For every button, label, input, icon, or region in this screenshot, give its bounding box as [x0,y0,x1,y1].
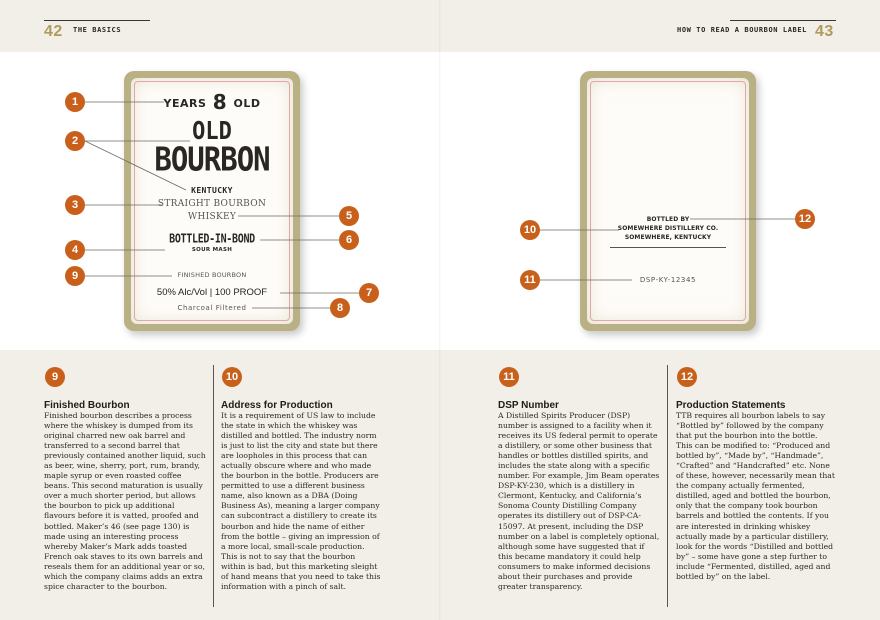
callout-6: 6 [339,230,359,250]
callout-9: 9 [65,266,85,286]
sour-mash-text: SOUR MASH [191,247,233,253]
section-badge-11: 11 [499,367,519,387]
page-gutter [439,0,441,620]
old-title: OLD [192,117,232,146]
section-body-production: TTB requires all bourbon labels to say “Bottled by” followed by the company that put the bourbon into the bottle. This can be modified to: “Produced and bottled by”, “Made by”, “Handmade”, “Crafted” and “Handcrafted” etc. None of these, however, necessarily mean that the company actually fermented, distilled, aged and bottled the bourbon, only that the company took bourbon barrels and bottled the contents. If you are interested in drinking whiskey actually made by a particular distillery, look for the words “Distilled and bottled by” – some have gone a step further to include “Fermented, distilled, aged and bottled by” on the label. [676,411,835,581]
back-label-paper [587,78,749,324]
column-divider-1 [213,365,214,607]
callout-1: 1 [65,92,85,112]
whiskey-text: WHISKEY [187,212,237,222]
section-body-dsp: A Distilled Spirits Producer (DSP) number is assigned to a facility when it receives its US federal permit to operate a distillery, or some other business that handles or bottles distilled spirits, and includes the state along with a specific number. For example, Jim Beam operates DSP-KY-230, which is a distillery in Clermont, Kentucky, and California’s Sonoma County Distilling Company operates its distillery out of DSP-CA-15097. At present, including the DSP number on a label is completely optional, although some have suggested that if this became mandatory it could help consumers to make informed decisions about their purchases and provide greater transparency. [498,411,660,591]
callout-5: 5 [339,206,359,226]
callout-8: 8 [330,298,350,318]
left-section-title: THE BASICS [73,26,122,34]
back-label-rule [610,247,726,248]
years-suffix: OLD [233,97,261,110]
right-page-number: 43 [815,23,834,40]
section-heading-dsp: DSP Number [498,400,559,411]
callout-4: 4 [65,240,85,260]
section-heading-finished-bourbon: Finished Bourbon [44,400,130,411]
years-prefix: YEARS [163,97,207,110]
distillery-name-line: SOMEWHERE DISTILLERY CO. [617,225,719,232]
kentucky-text: KENTUCKY [191,186,233,195]
section-badge-12: 12 [677,367,697,387]
callout-7: 7 [359,283,379,303]
callout-12: 12 [795,209,815,229]
left-header-rule [44,20,150,21]
years-number: 8 [212,90,228,114]
column-divider-2 [667,365,668,607]
abv-proof-text: 50% Alc/Vol | 100 PROOF [156,287,268,298]
callout-2: 2 [65,131,85,151]
straight-bourbon-text: STRAIGHT BOURBON [157,199,267,209]
callout-3: 3 [65,195,85,215]
bottled-in-bond-text: BOTTLED-IN-BOND [169,232,255,247]
finished-bourbon-text: FINISHED BOURBON [177,271,247,279]
back-label [580,71,756,331]
charcoal-filtered-text: Charcoal Filtered [177,304,247,312]
section-heading-address: Address for Production [221,400,333,411]
callout-11: 11 [520,270,540,290]
years-old-line [124,90,300,114]
dsp-number-text: DSP-KY-12345 [639,276,697,284]
bourbon-title: BOURBON [154,139,270,179]
section-heading-production: Production Statements [676,400,786,411]
bottled-by-line: BOTTLED BY [646,216,690,223]
section-body-finished-bourbon: Finished bourbon describes a process where the whiskey is dumped from its original charred new oak barrel and transferred to a second barrel that previously contained another liquid, such as beer, wine, sherry, port, rum, brandy, maple syrup or even roasted coffee beans. This second maturation is usually over a much shorter period, but allows the bourbon to pick up additional flavours before it is vatted, proofed and bottled. Maker’s 46 (see page 130) is made using an interesting process whereby Maker’s Mark adds toasted French oak staves to its own barrels and reseals them for an additional year or so, which the company claims adds an extra spice character to the bourbon. [44,411,206,591]
section-body-address: It is a requirement of US law to include the state in which the whiskey was distilled and bottled. The industry norm is just to list the city and state but there are loopholes in this process that can actually obscure where and who made the bourbon in the bottle. Producers are permitted to use a different business name, also known as a DBA (Doing Business As), meaning a larger company can subcontract a distillery to create its bourbon and hide the name of either from the bottle – giving an impression of a more local, small-scale production. This is not to say that the bourbon within is bad, but this marketing sleight of hand means that you need to take this information with a pinch of salt. [221,411,381,591]
distillery-location-line: SOMEWHERE, KENTUCKY [624,234,712,241]
right-header-rule [730,20,836,21]
right-section-title: HOW TO READ A BOURBON LABEL [677,26,807,34]
section-badge-9: 9 [45,367,65,387]
callout-10: 10 [520,220,540,240]
section-badge-10: 10 [222,367,242,387]
left-page-number: 42 [44,23,63,40]
